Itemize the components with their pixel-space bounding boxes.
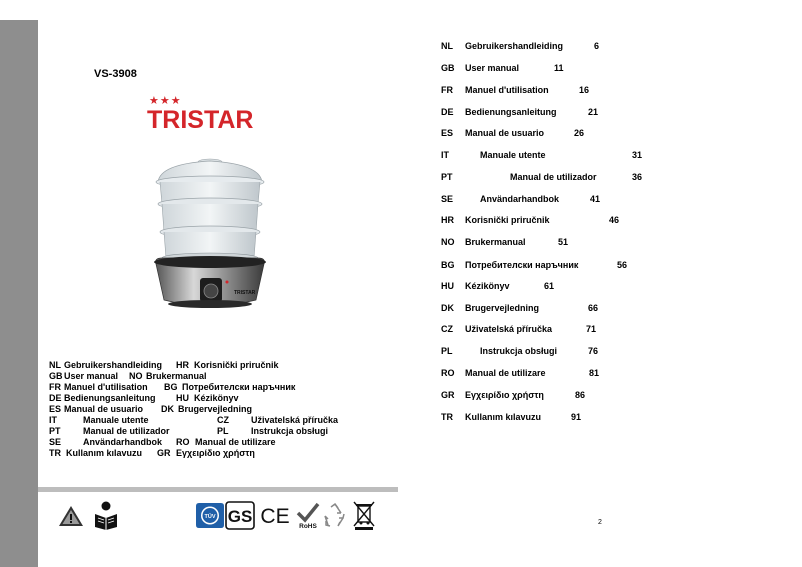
toc-code: DK	[441, 303, 454, 313]
toc-page: 41	[590, 194, 601, 204]
toc-page: 66	[588, 303, 599, 313]
lang-code: FR	[49, 382, 61, 392]
toc-code: BG	[441, 260, 455, 270]
toc-title: Användarhandbok	[480, 194, 560, 204]
cover-side-bar	[0, 20, 38, 567]
lang-code: DE	[49, 393, 62, 403]
lang-code: ES	[49, 404, 62, 414]
toc-title: Manual de utilizare	[465, 368, 546, 378]
gs-mark-icon	[225, 501, 255, 530]
toc-code: HU	[441, 281, 454, 291]
tuv-label: TÜV	[204, 514, 216, 520]
toc-page: 61	[544, 281, 555, 291]
warning-triangle-icon	[58, 504, 84, 528]
toc-page: 21	[588, 107, 599, 117]
lang-code: NL	[49, 360, 61, 370]
lang-code: DK	[161, 404, 174, 414]
toc-title: User manual	[465, 63, 520, 73]
toc-title: Kézikönyv	[465, 281, 510, 291]
lang-name: Потребителски наръчник	[182, 382, 296, 392]
lang-code: GB	[49, 371, 63, 381]
read-manual-icon	[92, 500, 120, 530]
toc-title: Korisnički priručnik	[465, 215, 550, 225]
toc-title: Brugervejledning	[465, 303, 540, 313]
lang-name: Gebruikershandleiding	[64, 360, 163, 370]
lang-name: Manual de utilizare	[195, 437, 276, 447]
toc-code: TR	[441, 412, 453, 422]
lang-code: GR	[157, 448, 171, 458]
lang-name: Kézikönyv	[194, 393, 239, 403]
lang-name: Manuale utente	[83, 415, 149, 425]
ce-label: CE	[260, 505, 290, 526]
toc-code: HR	[441, 215, 454, 225]
toc-title: Εγχειρίδιο χρήστη	[465, 390, 544, 400]
cover-bottom-rule	[38, 487, 398, 492]
rohs-mark-icon	[296, 502, 320, 530]
toc-code: FR	[441, 85, 453, 95]
toc-code: ES	[441, 128, 454, 138]
lang-name: Korisnički priručnik	[194, 360, 279, 370]
lang-code: RO	[176, 437, 190, 447]
lang-name: Brukermanual	[146, 371, 207, 381]
lang-name: Bedienungsanleitung	[64, 393, 156, 403]
toc-title: Gebruikershandleiding	[465, 41, 564, 51]
toc-page: 26	[574, 128, 585, 138]
lang-name: Kullanım kılavuzu	[66, 448, 143, 458]
lang-code: HR	[176, 360, 189, 370]
lang-code: NO	[129, 371, 143, 381]
toc-title: Manuel d'utilisation	[465, 85, 549, 95]
weee-bin-icon	[352, 500, 376, 530]
toc-code: NL	[441, 41, 453, 51]
lang-name: Brugervejledning	[178, 404, 253, 414]
toc-page: 51	[558, 237, 569, 247]
steamer-brand-label: TRISTAR	[234, 290, 256, 296]
toc-title: Instrukcja obsługi	[480, 346, 558, 356]
toc-page: 86	[575, 390, 586, 400]
lang-name: Εγχειρίδιο χρήστη	[176, 448, 255, 458]
toc-code: NO	[441, 237, 455, 247]
toc-page: 71	[586, 324, 597, 334]
rohs-label: RoHS	[299, 523, 317, 530]
model-number: VS-3908	[94, 68, 137, 80]
gs-label: GS	[227, 507, 253, 526]
toc-page: 36	[632, 172, 643, 182]
lang-name: Manuel d'utilisation	[64, 382, 148, 392]
toc-title: Потребителски наръчник	[465, 260, 579, 270]
lang-code: PT	[49, 426, 61, 436]
toc-page: 6	[594, 41, 600, 51]
toc-title: Manual de usuario	[465, 128, 545, 138]
tuv-mark-icon	[195, 502, 225, 529]
food-steamer-image	[148, 152, 276, 324]
toc-code: RO	[441, 368, 455, 378]
toc-code: GR	[441, 390, 455, 400]
toc-code: CZ	[441, 324, 453, 334]
lang-code: TR	[49, 448, 61, 458]
toc-code: IT	[441, 150, 449, 160]
logo-wordmark: TRISTAR	[147, 106, 254, 134]
toc-page: 16	[579, 85, 590, 95]
lang-name: Användarhandbok	[83, 437, 163, 447]
toc-code: PL	[441, 346, 453, 356]
toc-code: DE	[441, 107, 454, 117]
lang-code: PL	[217, 426, 229, 436]
lang-code: BG	[164, 382, 178, 392]
tristar-logo	[147, 96, 282, 136]
toc-page: 81	[589, 368, 600, 378]
toc-page: 31	[632, 150, 643, 160]
lang-name: Instrukcja obsługi	[251, 426, 329, 436]
toc-title: Brukermanual	[465, 237, 526, 247]
lang-code: SE	[49, 437, 62, 447]
toc-title: Uživatelská příručka	[465, 324, 553, 334]
lang-name: Manual de utilizador	[83, 426, 170, 436]
toc-title: Manual de utilizador	[510, 172, 597, 182]
toc-page: 91	[571, 412, 582, 422]
lang-name: User manual	[64, 371, 119, 381]
recycling-icon	[322, 501, 348, 529]
lang-code: CZ	[217, 415, 229, 425]
toc-page: 11	[554, 63, 564, 73]
toc-page: 76	[588, 346, 599, 356]
lang-code: HU	[176, 393, 189, 403]
toc-title: Bedienungsanleitung	[465, 107, 557, 117]
ce-mark-icon	[259, 504, 291, 526]
toc-page: 56	[617, 260, 628, 270]
lang-code: IT	[49, 415, 57, 425]
toc-title: Manuale utente	[480, 150, 546, 160]
toc-code: SE	[441, 194, 454, 204]
lang-name: Uživatelská příručka	[251, 415, 339, 425]
logo-stars: ★★★	[149, 95, 182, 107]
page-number: 2	[598, 519, 602, 526]
toc-code: PT	[441, 172, 453, 182]
toc-code: GB	[441, 63, 455, 73]
toc-title: Kullanım kılavuzu	[465, 412, 542, 422]
lang-name: Manual de usuario	[64, 404, 144, 414]
toc-page: 46	[609, 215, 620, 225]
